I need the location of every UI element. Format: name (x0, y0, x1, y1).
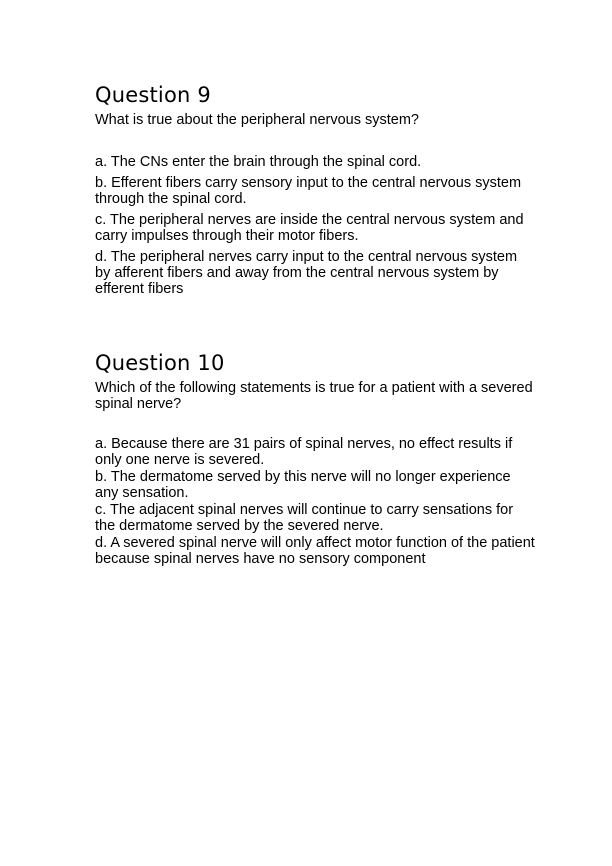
question-10 (95, 350, 535, 568)
answer-option-c: c. The adjacent spinal nerves will continue to carry sensations for the dermatome served by the severed nerve. (95, 502, 514, 534)
answer-option-c: c. The peripheral nerves are inside the central nervous system and carry impulses through their motor fibers. (95, 212, 524, 244)
question-text: What is true about the peripheral nervous system? (95, 112, 419, 128)
answer-option-b: b. Efferent fibers carry sensory input to the central nervous system through the spinal cord. (95, 175, 522, 207)
question-9 (95, 82, 535, 302)
answer-option-b: b. The dermatome served by this nerve will no longer experience any sensation. (95, 469, 511, 501)
answer-options (95, 154, 535, 297)
question-heading: Question 10 (95, 351, 225, 375)
question-heading: Question 9 (95, 83, 211, 107)
answer-option-d: d. A severed spinal nerve will only affect motor function of the patient because spinal nerves have no sensory component (95, 535, 535, 567)
answer-option-d: d. The peripheral nerves carry input to the central nervous system by afferent fibers and away from the central nervous system by efferent fibers (95, 249, 518, 297)
question-text: Which of the following statements is true for a patient with a severed spinal nerve? (95, 380, 533, 412)
answer-option-a: a. Because there are 31 pairs of spinal nerves, no effect results if only one nerve is severed. (95, 436, 513, 468)
answer-options (95, 436, 535, 567)
answer-option-a: a. The CNs enter the brain through the spinal cord. (95, 154, 422, 170)
